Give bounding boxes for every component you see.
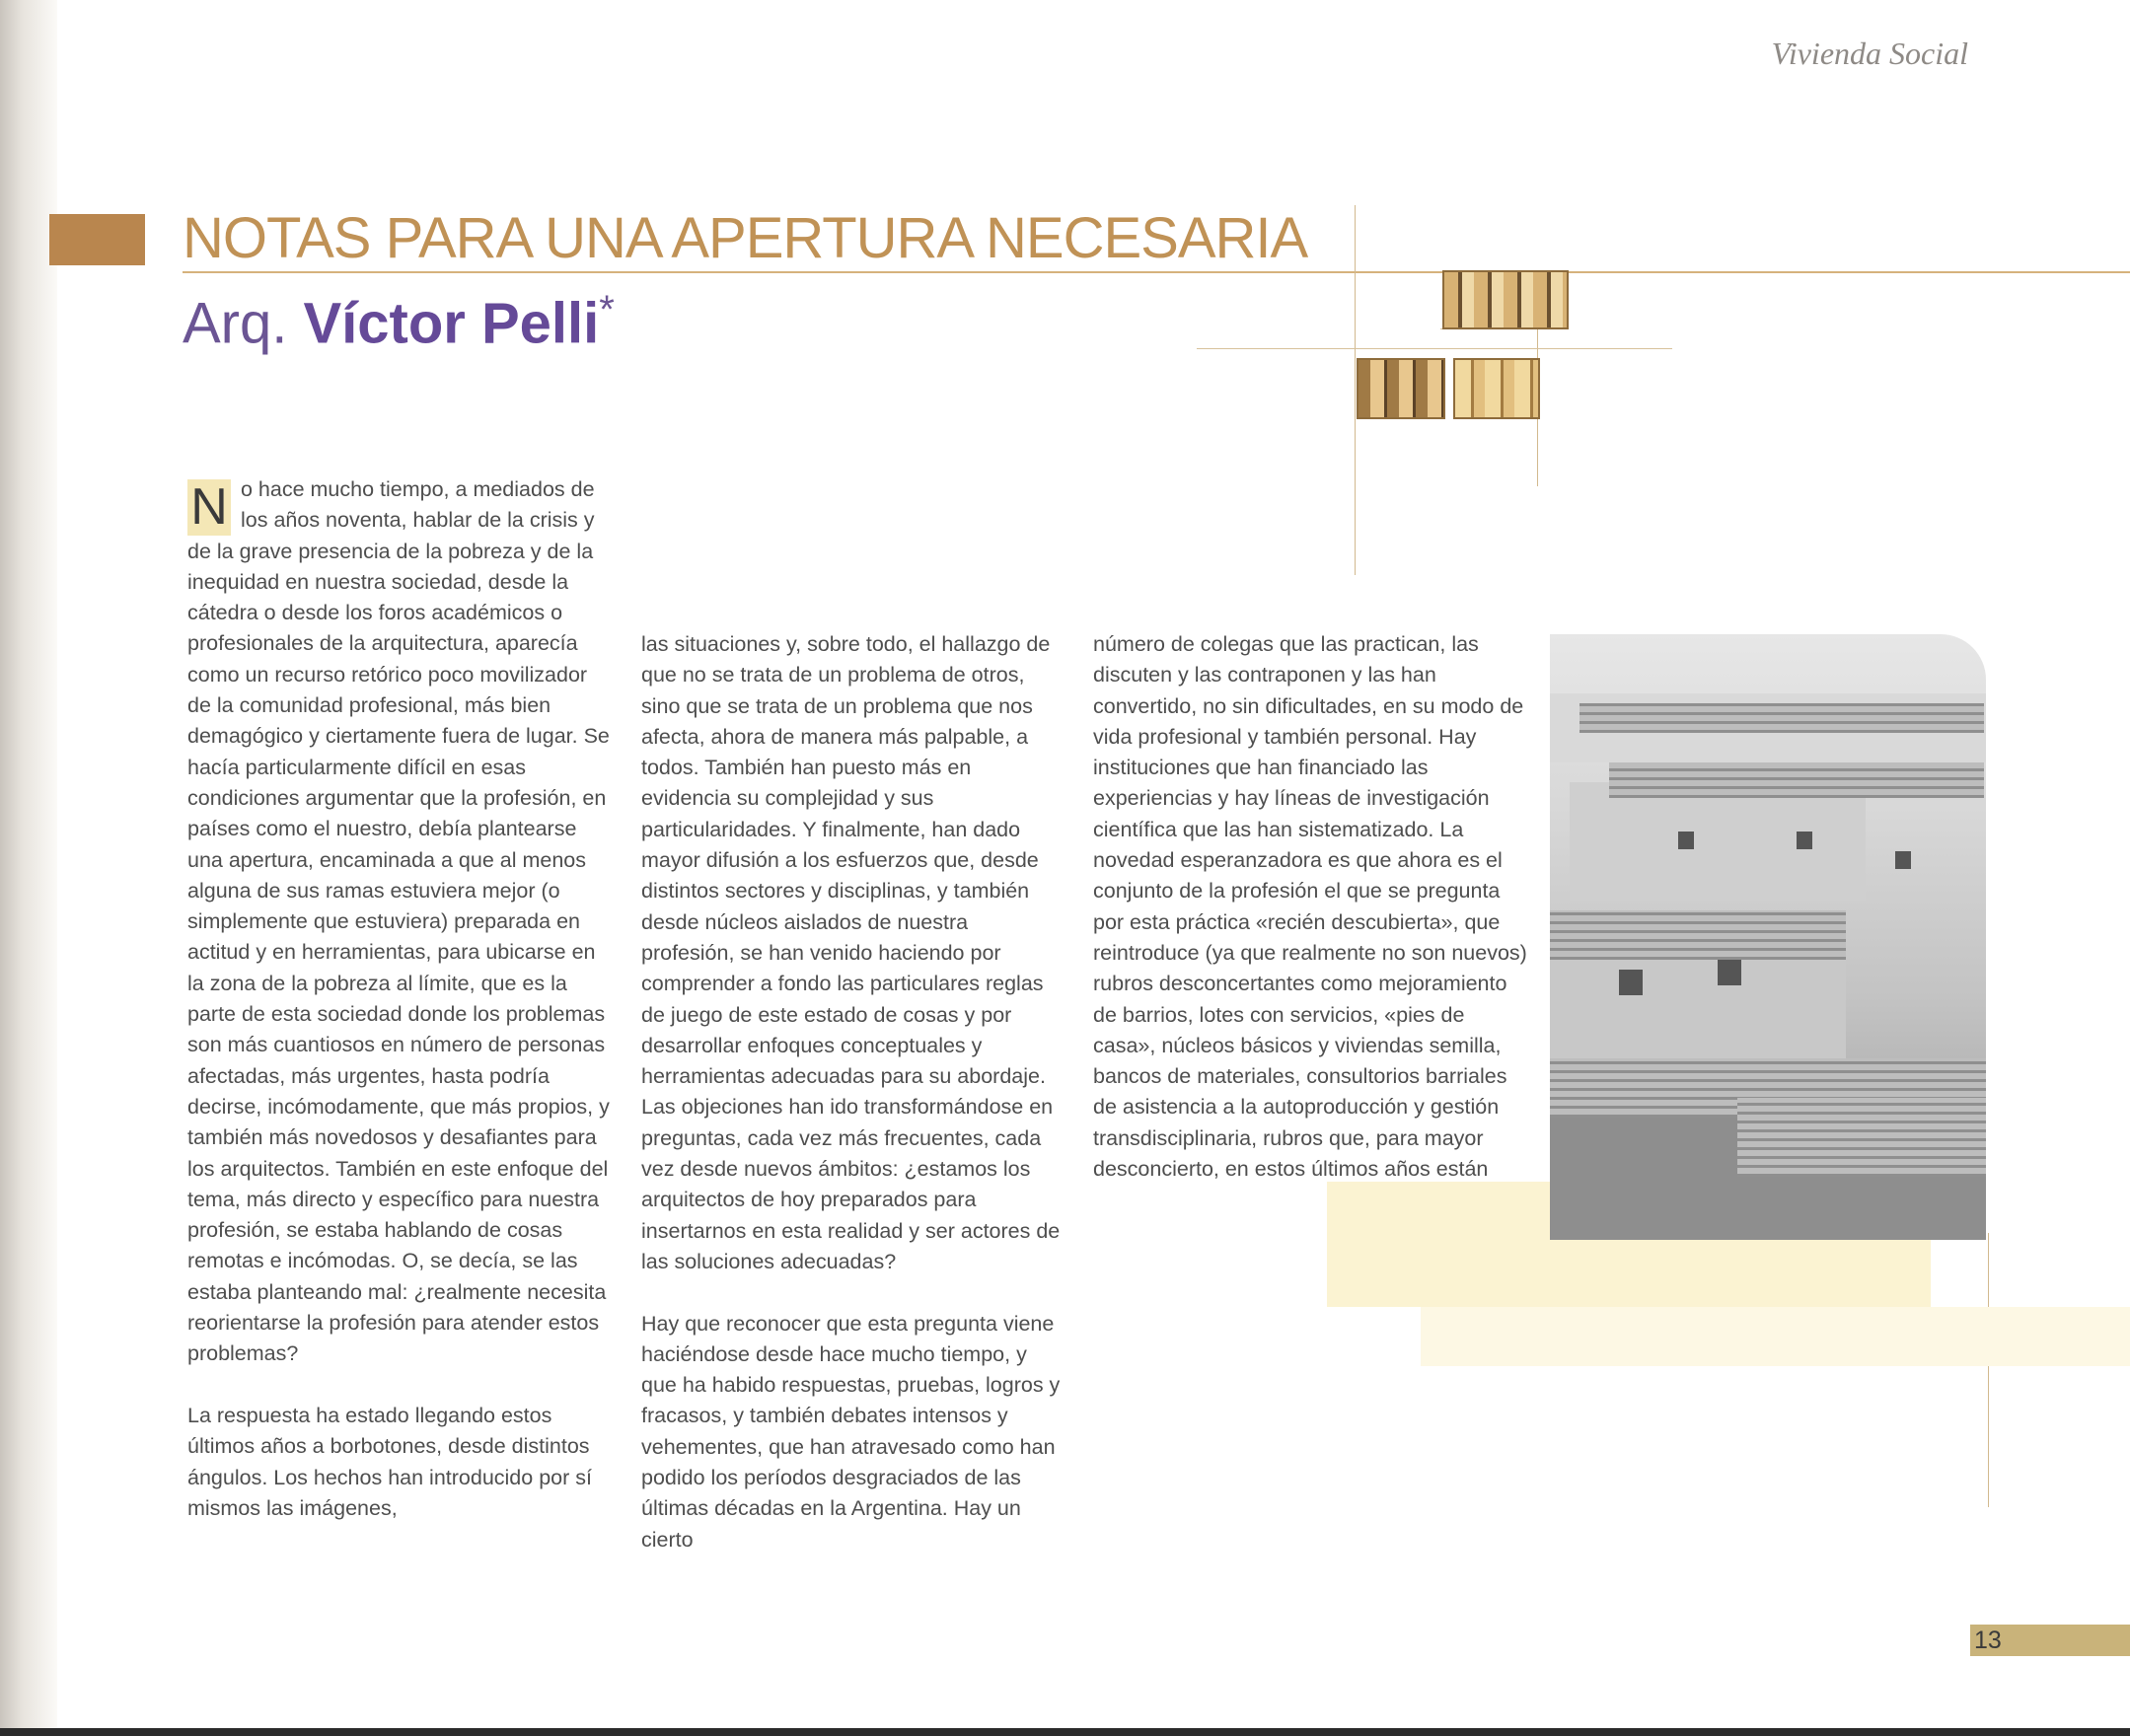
drop-cap: N (187, 479, 231, 536)
housing-photo (1550, 634, 1986, 1240)
title-underline-rule (183, 271, 2130, 273)
title-accent-block (49, 214, 145, 265)
section-header-label: Vivienda Social (1771, 36, 1968, 71)
article-title: NOTAS PARA UNA APERTURA NECESARIA (183, 206, 1308, 270)
author-footnote-mark: * (599, 288, 615, 331)
photo-roof (1737, 1098, 1986, 1177)
photo-window (1678, 832, 1694, 849)
window-photo-thumbnail (1442, 270, 1569, 329)
photo-roof (1609, 762, 1984, 798)
paragraph: La respuesta ha estado llegando estos últimos años a borbotones, desde distintos ángulos. Los hechos han introducido por sí mismos las imágenes, (187, 1403, 592, 1520)
photo-window (1718, 960, 1741, 985)
paragraph: las situaciones y, sobre todo, el hallazgo de que no se trata de un problema de otros, sino que se trata de un problema que nos afecta, ahora de manera más palpable, a todos. También han puesto más en evidencia su complejidad y sus particularidades. Y finalmente, han dado mayor difusión a los esfuerzos que, desde distintos sectores y disciplinas, y también desde núcleos aislados de nuestra profesión, se han venido haciendo por comprender a fondo las particulares reglas de juego de este estado de cosas y por desarrollar enfoques conceptuales y herramientas adecuadas para su abordaje. Las objeciones han ido transformándose en preguntas, cada vez más frecuentes, cada vez desde nuevos ámbitos: ¿estamos los arquitectos de hoy preparados para insertarnos en esta realidad y ser actores de las soluciones adecuadas? (641, 632, 1061, 1273)
paragraph-text: o hace mucho tiempo, a mediados de los años noventa, hablar de la crisis y de la grave presencia de la pobreza y de la inequidad en nuestra sociedad, desde la cátedra o desde los foros académicos o profesionales de la arquitectura, aparecía como un recurso retórico poco movilizador de la comunidad profesional, más bien demagógico y ciertamente fuera de lugar. Se hacía particularmente difícil en esas condiciones argumentar que la profesión, en países como el nuestro, debía plantearse una apertura, encaminada a que al menos alguna de sus ramas estuviera mejor (o simplemente que estuviera) preparada en actitud y en herramientas, para ubicarse en la zona de la pobreza al límite, que es la parte de esta sociedad donde los problemas son más cuantiosos en número de personas afectadas, más urgentes, hasta podría decirse, incómodamente, que más propios, y también más novedosos y desafiantes para los arquitectos. También en este enfoque del tema, más directo y específico para nuestra profesión, se estaba hablando de cosas remotas e incómodas. O, se decía, se las estaba planteando mal: ¿realmente necesita reorientarse la profesión para atender estos problemas? (187, 477, 610, 1366)
decor-vertical-line (1355, 205, 1356, 575)
decor-vertical-line (1988, 1233, 1989, 1507)
text-column-3 (1093, 629, 1527, 1185)
window-photo-thumbnail (1453, 358, 1540, 419)
photo-roof (1550, 910, 1846, 960)
paragraph (187, 474, 612, 1370)
author-byline (183, 288, 615, 356)
page-number: 13 (1970, 1625, 2130, 1656)
photo-house-wall (1570, 782, 1866, 901)
photo-window (1797, 832, 1812, 849)
text-column-1 (187, 474, 612, 1524)
photo-roof (1579, 703, 1984, 733)
author-prefix: Arq. (183, 291, 288, 356)
decor-horizontal-line (1197, 348, 1672, 349)
highlight-band (1421, 1307, 2130, 1366)
photo-window (1619, 970, 1643, 995)
paragraph: Hay que reconocer que esta pregunta viene haciéndose desde hace mucho tiempo, y que ha habido respuestas, pruebas, logros y fracasos, y también debates intensos y vehementes, que han atravesado como han podido los períodos desgraciados de las últimas décadas en la Argentina. Hay un cierto (641, 1311, 1061, 1552)
page-bottom-edge (0, 1728, 2130, 1736)
author-name: Víctor Pelli (303, 291, 600, 356)
paragraph: número de colegas que las practican, las discuten y las contraponen y las han convertido, no sin dificultades, en su modo de vida profesional y también personal. Hay instituciones que han financiado las experiencias y hay líneas de investigación científica que las han sistematizado. La novedad esperanzadora es que ahora es el conjunto de la profesión el que se pregunta por esta práctica «recién descubierta», que reintroduce (ya que realmente no son nuevos) rubros desconcertantes como mejoramiento de barrios, lotes con servicios, «pies de casa», núcleos básicos y viviendas semilla, bancos de materiales, consultorios barriales de asistencia a la autoproducción y gestión transdisciplinaria, rubros que, para mayor desconcierto, en estos últimos años están (1093, 632, 1527, 1182)
photo-window (1895, 851, 1911, 869)
window-photo-thumbnail (1357, 358, 1445, 419)
text-column-2 (641, 629, 1065, 1555)
